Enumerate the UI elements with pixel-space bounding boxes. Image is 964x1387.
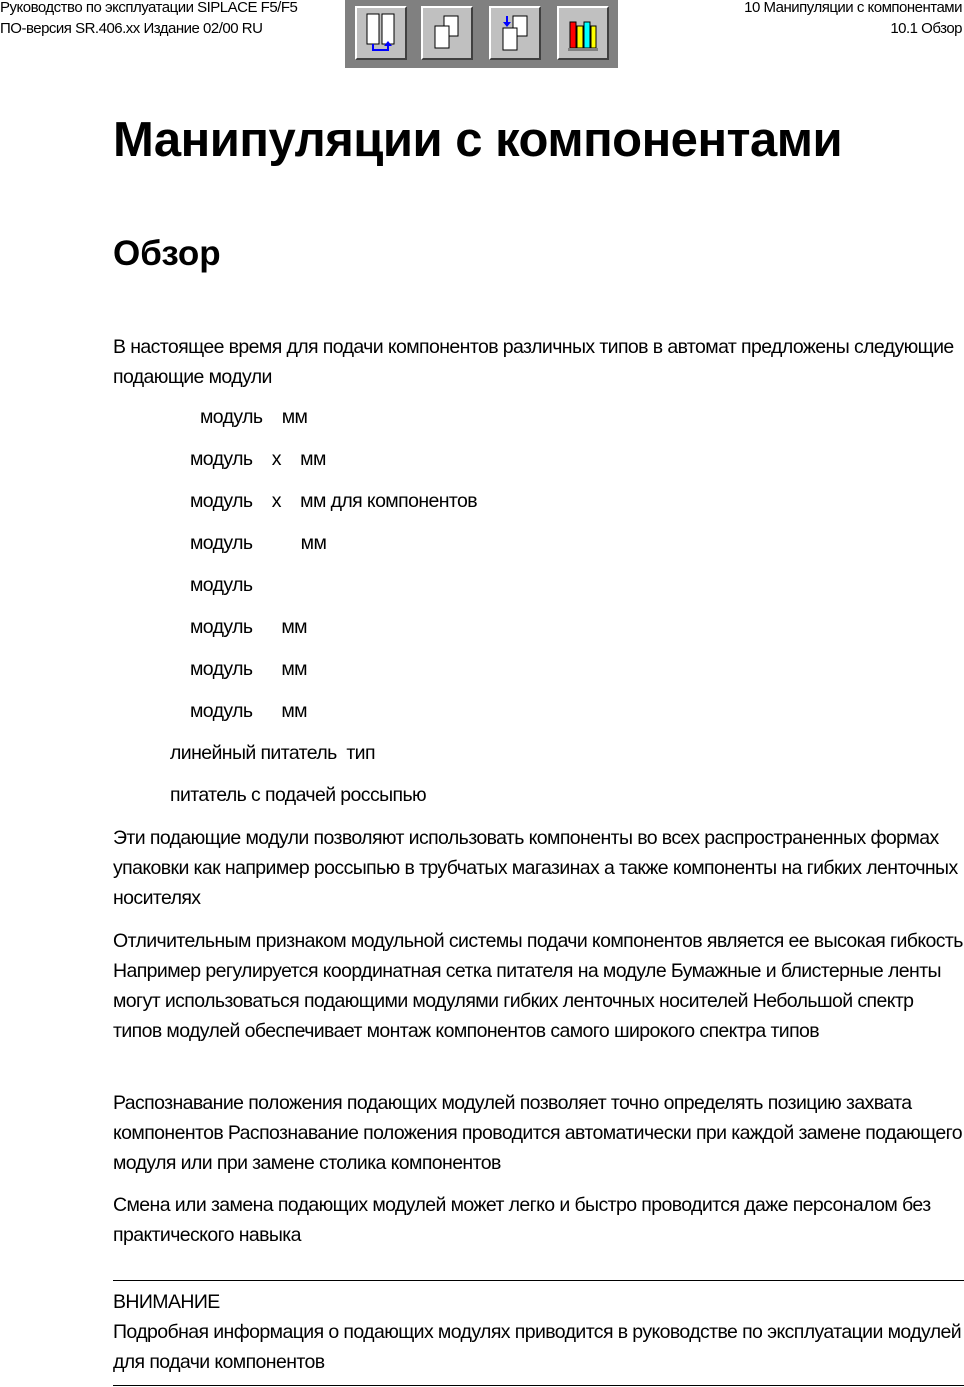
contents-icon [363, 12, 399, 54]
list-item: модуль мм [190, 532, 327, 554]
intro-paragraph: В настоящее время для подачи компонентов различных типов в автомат предложены следующие подающие модули [113, 336, 954, 388]
header-left [0, 0, 297, 39]
list-item: модуль х мм для компонентов [190, 490, 478, 512]
list-item: модуль х мм [190, 448, 326, 470]
pages-button[interactable] [421, 6, 473, 60]
note-heading: ВНИМАНИЕ [113, 1291, 220, 1313]
glossary-button[interactable] [489, 6, 541, 60]
divider [113, 1385, 964, 1386]
list-item: модуль мм [190, 700, 307, 722]
list-item: модуль [190, 574, 253, 596]
chapter-title: 10 Манипуляции с компонентами [744, 0, 962, 16]
list-item: питатель с подачей россыпью [170, 784, 427, 806]
header-right [744, 0, 962, 39]
list-item: модуль мм [190, 658, 307, 680]
section-title: 10.1 Обзор [890, 20, 962, 37]
paragraph: Отличительным признаком модульной системы подачи компонентов является ее высокая гибкость Например регулируется координатная сетка питателя на модуле Бумажные и блистерные ленты могут использоваться подающими модулями гибких ленточных носителей Небольшой спектр типов модулей обеспечивает монтаж компонентов самого широкого спектра типов [113, 930, 963, 1042]
page-title: Манипуляции с компонентами [113, 113, 843, 167]
paragraph: Распознавание положения подающих модулей позволяет точно определять позицию захвата компонентов Распознавание положения проводится автоматически при каждой замене подающего модуля или при замене столика компонентов [113, 1092, 962, 1174]
section-heading: Обзор [113, 234, 221, 273]
manual-title: Руководство по эксплуатации SIPLACE F5/F5 [0, 0, 298, 16]
divider [113, 1280, 964, 1281]
paragraph: Смена или замена подающих модулей может легко и быстро проводится даже персоналом без практического навыка [113, 1194, 931, 1246]
glossary-icon [497, 12, 533, 54]
list-item: линейный питатель тип [170, 742, 375, 764]
contents-button[interactable] [355, 6, 407, 60]
version-info: ПО-версия SR.406.xx Издание 02/00 RU [0, 20, 263, 37]
navigation-toolbar [345, 0, 618, 68]
pages-icon [429, 12, 465, 54]
library-button[interactable] [557, 6, 609, 60]
paragraph: Эти подающие модули позволяют использовать компоненты во всех распространенных формах упаковки как например россыпью в трубчатых магазинах а также компоненты на гибких ленточных носителях [113, 827, 958, 909]
list-item: модуль мм [200, 406, 308, 428]
note-text: Подробная информация о подающих модулях приводится в руководстве по эксплуатации модулей для подачи компонентов [113, 1321, 962, 1373]
list-item: модуль мм [190, 616, 307, 638]
library-books-icon [565, 12, 601, 54]
